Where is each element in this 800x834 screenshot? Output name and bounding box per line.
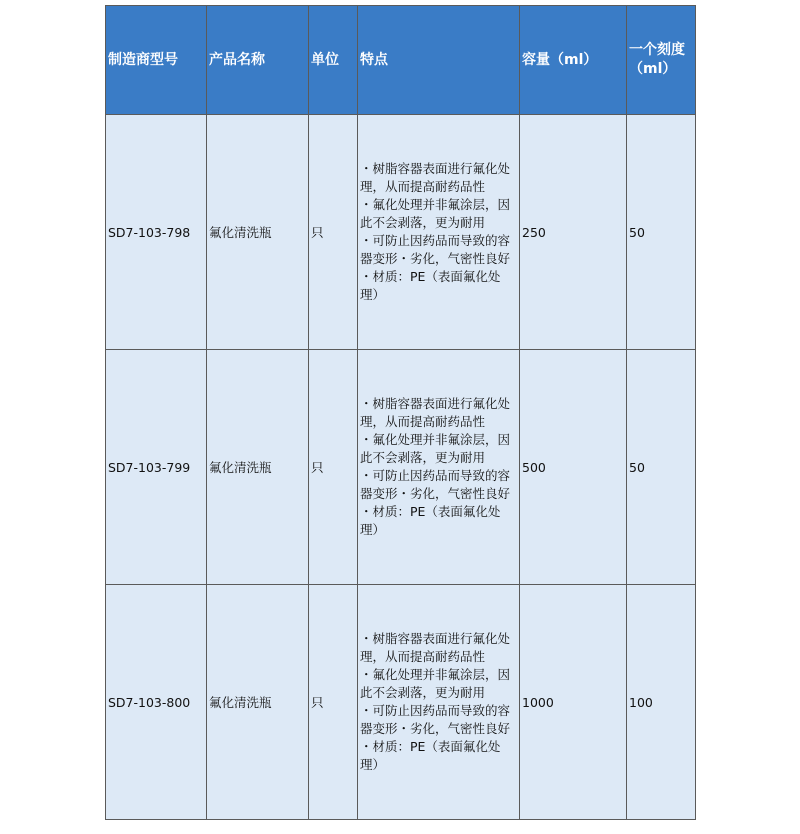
feature-line: ・树脂容器表面进行氟化处理，从而提高耐药品性 (360, 161, 511, 194)
cell-capacity: 500 (520, 350, 627, 585)
cell-unit: 只 (309, 115, 358, 350)
header-capacity: 容量（ml） (520, 6, 627, 115)
feature-line: ・氟化处理并非氟涂层，因此不会剥落，更为耐用 (360, 667, 511, 700)
cell-scale: 50 (627, 350, 696, 585)
cell-features (358, 115, 520, 350)
feature-line: ・氟化处理并非氟涂层，因此不会剥落，更为耐用 (360, 432, 511, 465)
table-row (106, 350, 696, 585)
feature-line: ・可防止因药品而导致的容器变形・劣化，气密性良好 (360, 703, 511, 736)
cell-product-name: 氟化清洗瓶 (207, 350, 309, 585)
cell-capacity: 250 (520, 115, 627, 350)
cell-unit: 只 (309, 350, 358, 585)
cell-product-name: 氟化清洗瓶 (207, 115, 309, 350)
cell-model: SD7-103-799 (106, 350, 207, 585)
cell-scale: 50 (627, 115, 696, 350)
cell-product-name: 氟化清洗瓶 (207, 585, 309, 820)
feature-line: ・材质：PE（表面氟化处理） (360, 739, 501, 772)
feature-line: ・材质：PE（表面氟化处理） (360, 504, 501, 537)
feature-line: ・可防止因药品而导致的容器变形・劣化，气密性良好 (360, 468, 511, 501)
header-unit: 单位 (309, 6, 358, 115)
feature-line: ・树脂容器表面进行氟化处理，从而提高耐药品性 (360, 396, 511, 429)
feature-line: ・树脂容器表面进行氟化处理，从而提高耐药品性 (360, 631, 511, 664)
table-header-row (106, 6, 696, 115)
header-features: 特点 (358, 6, 520, 115)
feature-line: ・材质：PE（表面氟化处理） (360, 269, 501, 302)
header-product-name: 产品名称 (207, 6, 309, 115)
header-scale: 一个刻度（ml） (627, 6, 696, 115)
cell-capacity: 1000 (520, 585, 627, 820)
product-table (105, 5, 696, 820)
header-model: 制造商型号 (106, 6, 207, 115)
cell-scale: 100 (627, 585, 696, 820)
cell-features (358, 585, 520, 820)
feature-line: ・氟化处理并非氟涂层，因此不会剥落，更为耐用 (360, 197, 511, 230)
cell-model: SD7-103-798 (106, 115, 207, 350)
table-row (106, 585, 696, 820)
cell-model: SD7-103-800 (106, 585, 207, 820)
feature-line: ・可防止因药品而导致的容器变形・劣化，气密性良好 (360, 233, 511, 266)
table-row (106, 115, 696, 350)
cell-unit: 只 (309, 585, 358, 820)
cell-features (358, 350, 520, 585)
